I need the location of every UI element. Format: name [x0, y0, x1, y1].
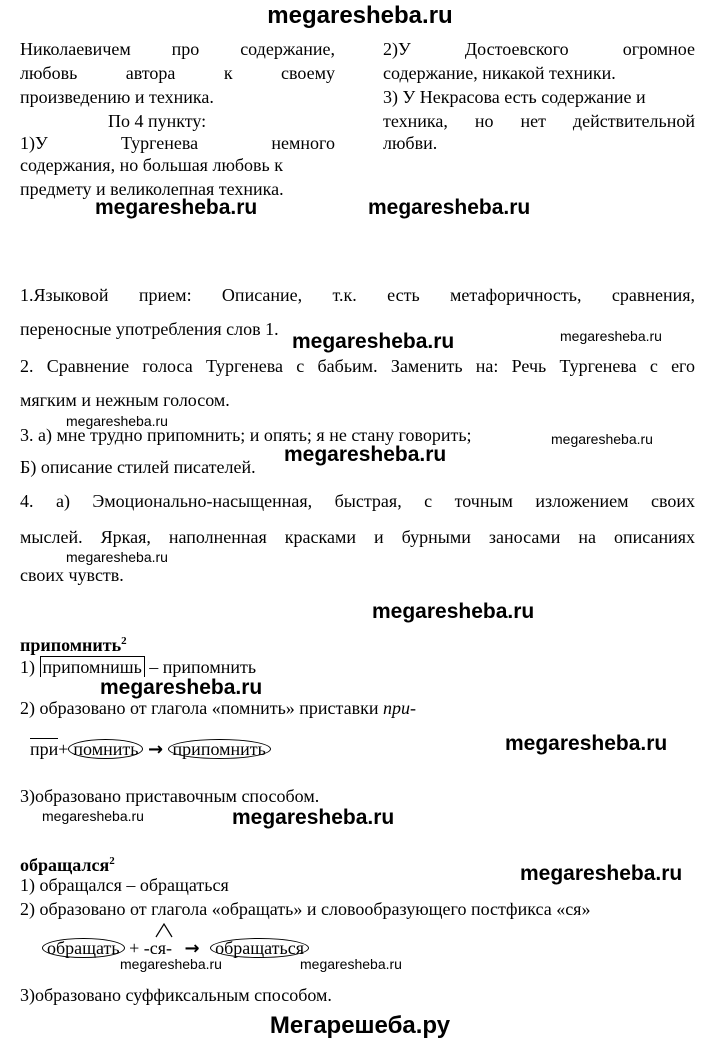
watermark: megaresheba.ru [560, 328, 662, 344]
word2-scheme-root: обращать [42, 938, 125, 958]
word1-line2-prefix: при- [383, 698, 416, 718]
top-right-line-2: содержание, никакой техники. [383, 63, 616, 83]
watermark: megaresheba.ru [300, 956, 402, 972]
top-left-line-6: содержания, но большая любовь к [20, 155, 284, 175]
answer-line-7: 4. а) Эмоционально-насыщенная, быстрая, с точным изложением своих [20, 491, 695, 511]
answer-line-9: своих чувств. [20, 565, 124, 585]
watermark: megaresheba.ru [232, 806, 395, 829]
word1-sup: 2 [121, 635, 127, 647]
answer-line-8: мыслей. Яркая, наполненная красками и бурными заносами на описаниях [20, 527, 695, 547]
watermark: megaresheba.ru [100, 676, 263, 699]
word1-scheme-result: припомнить [168, 739, 271, 759]
answer-line-2: переносные употребления слов 1. [20, 319, 279, 339]
watermark: megaresheba.ru [284, 443, 447, 466]
word2-sup: 2 [109, 855, 115, 867]
word1-title [20, 630, 127, 656]
footer-site: Мегарешеба.ру [269, 1012, 451, 1039]
word1-scheme-plus: + [58, 739, 69, 759]
watermark: megaresheba.ru [66, 549, 168, 565]
arrow-icon: → [184, 938, 200, 959]
word1-scheme-prefix: при [30, 739, 59, 759]
watermark: megaresheba.ru [520, 862, 683, 885]
top-right-line-4: техника, но нет действительной [383, 111, 695, 131]
top-left-line-1: Николаевичем про содержание, [20, 39, 335, 59]
top-right-line-1: 2)У Достоевского огромное [383, 39, 695, 59]
word1-line1-num: 1) [20, 657, 35, 677]
word2-line3: 3)образовано суффиксальным способом. [20, 985, 332, 1005]
word2-scheme-plus: + [129, 938, 140, 958]
top-left-line-4: По 4 пункту: [108, 111, 207, 131]
word1-scheme [30, 738, 271, 761]
watermark: megaresheba.ru [42, 808, 144, 824]
watermark: megaresheba.ru [66, 413, 168, 429]
answer-line-1: 1.Языковой прием: Описание, т.к. есть метафоричность, сравнения, [20, 285, 695, 305]
top-left-line-5: 1)У Тургенева немного [20, 133, 335, 153]
word1-line3: 3)образовано приставочным способом. [20, 786, 320, 806]
word1-title-text: припомнить [20, 635, 122, 655]
word2-title-text: обращался [20, 855, 110, 875]
word2-scheme-result: обращаться [210, 938, 309, 958]
top-right-line-5: любви. [383, 133, 438, 153]
word2-scheme-suffix: -ся- [143, 938, 173, 958]
answer-line-4: мягким и нежным голосом. [20, 390, 230, 410]
watermark: megaresheba.ru [505, 732, 668, 755]
word1-line2 [20, 697, 416, 719]
watermark: megaresheba.ru [551, 431, 653, 447]
top-right-line-3: 3) У Некрасова есть содержание и [383, 87, 646, 107]
header-site: megaresheba.ru [267, 2, 453, 29]
word2-title [20, 850, 115, 876]
watermark: megaresheba.ru [120, 956, 222, 972]
suffix-caret-icon [154, 922, 174, 938]
answer-line-3: 2. Сравнение голоса Тургенева с бабьим. Заменить на: Речь Тургенева с его [20, 356, 695, 376]
top-left-line-7: предмету и великолепная техника. [20, 179, 284, 199]
arrow-icon: → [147, 739, 164, 760]
word1-scheme-root: помнить [68, 739, 143, 759]
watermark: megaresheba.ru [368, 196, 531, 219]
watermark: megaresheba.ru [292, 330, 455, 353]
top-left-line-3: произведению и техника. [20, 87, 214, 107]
answer-line-5: 3. а) мне трудно припомнить; и опять; я не стану говорить; [20, 425, 472, 445]
top-left-line-2: любовь автора к своему [20, 63, 335, 83]
word1-line1 [20, 656, 256, 678]
word2-line2: 2) образовано от глагола «обращать» и словообразующего постфикса «ся» [20, 899, 591, 919]
word1-line1-word: припомнишь [40, 656, 145, 677]
answer-line-6: Б) описание стилей писателей. [20, 457, 256, 477]
word1-line1-rest: – припомнить [149, 657, 257, 677]
word1-line2-text: 2) образовано от глагола «помнить» приставки [20, 698, 379, 718]
word2-line1: 1) обращался – обращаться [20, 875, 229, 895]
watermark: megaresheba.ru [95, 196, 258, 219]
watermark: megaresheba.ru [372, 600, 535, 623]
